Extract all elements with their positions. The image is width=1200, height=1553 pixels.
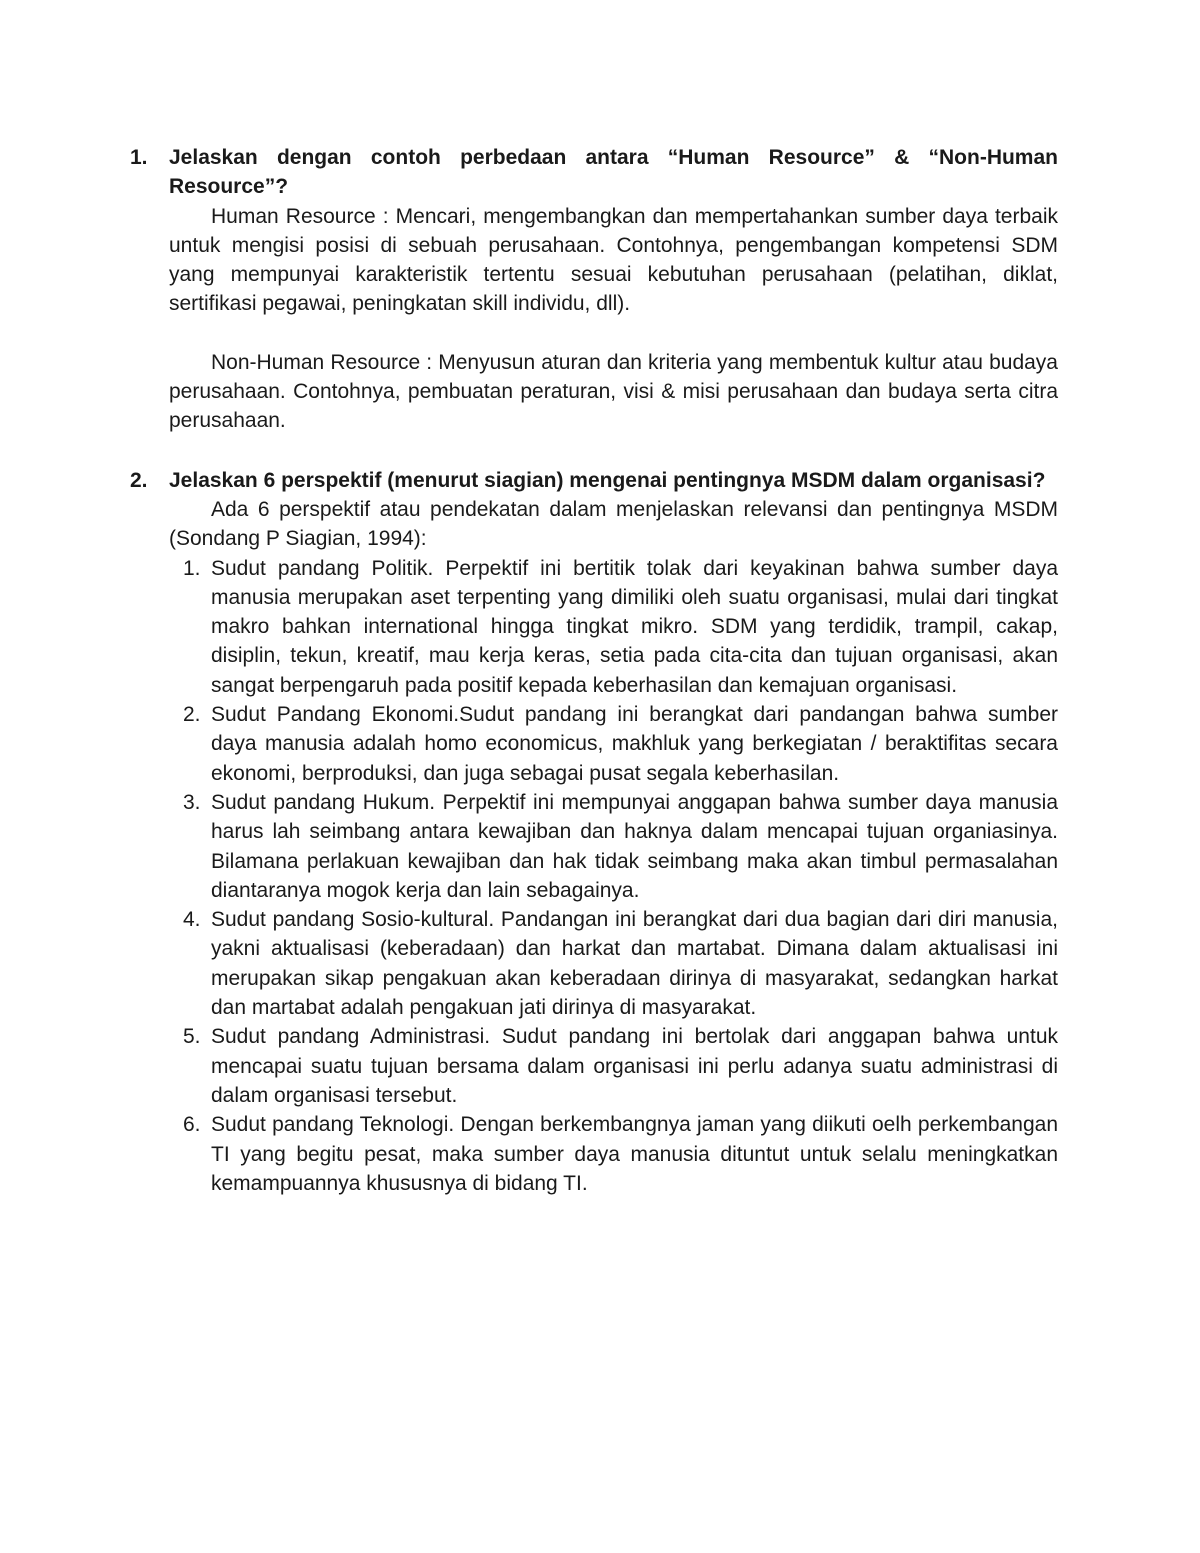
list-item-text: Sudut pandang Sosio-kultural. Pandangan ini berangkat dari dua bagian dari diri manusia, yakni aktualisasi (keberadaan) dan harkat dan martabat. Dimana dalam aktualisasi ini merupakan sikap pengakuan akan keberadaan dirinya di masyarakat, sedangkan harkat dan martabat adalah pengakuan jati dirinya di masyarakat.: [211, 908, 1058, 1020]
list-item-text: Sudut Pandang Ekonomi.Sudut pandang ini berangkat dari pandangan bahwa sumber daya manusia adalah homo economicus, makhluk yang berkegiatan / beraktifitas secara ekonomi, berproduksi, dan juga sebagai pusat segala keberhasilan.: [211, 703, 1058, 785]
list-item: [169, 905, 1058, 1022]
list-item-number: 3.: [183, 790, 201, 814]
question-1: [130, 143, 1058, 436]
list-item: [169, 788, 1058, 905]
list-item-number: 6.: [183, 1113, 201, 1137]
question-title: Jelaskan dengan contoh perbedaan antara “Human Resource” & “Non-Human Resource”?: [169, 146, 1058, 199]
paragraph-spacer: [169, 319, 1058, 348]
list-item: [169, 1022, 1058, 1110]
list-item: [169, 700, 1058, 788]
answer-intro: Ada 6 perspektif atau pendekatan dalam menjelaskan relevansi dan pentingnya MSDM (Sondang P Siagian, 1994):: [169, 497, 1058, 551]
list-item-text: Sudut pandang Politik. Perpektif ini bertitik tolak dari keyakinan bahwa sumber daya manusia merupakan aset terpenting yang dimiliki oleh suatu organisasi, mulai dari tingkat makro bahkan international hingga tingkat mikro. SDM yang terdidik, trampil, cakap, disiplin, tekun, kreatif, mau kerja keras, setia pada cita-cita dan tujuan organisasi, akan sangat berpengaruh pada positif kepada keberhasilan dan kemajuan organisasi.: [211, 556, 1058, 697]
answer-paragraph-human-resource: Human Resource : Mencari, mengembangkan dan mempertahankan sumber daya terbaik untuk mengisi posisi di sebuah perusahaan. Contohnya, pengembangan kompetensi SDM yang mempunyai karakteristik tertentu sesuai kebutuhan perusahaan (pelatihan, diklat, sertifikasi pegawai, peningkatan skill individu, dll).: [169, 204, 1058, 316]
list-item: [169, 1110, 1058, 1198]
list-item-number: 2.: [183, 703, 201, 727]
list-item-number: 5.: [183, 1025, 201, 1049]
question-2: [130, 466, 1058, 1198]
list-item-text: Sudut pandang Hukum. Perpektif ini mempunyai anggapan bahwa sumber daya manusia harus lah seimbang antara kewajiban dan haknya dalam mencapai tujuan organiasinya. Bilamana perlakuan kewajiban dan hak tidak seimbang maka akan timbul permasalahan diantaranya mogok kerja dan lain sebagainya.: [211, 790, 1058, 902]
perspective-list: [169, 554, 1058, 1199]
question-spacer: [130, 436, 1058, 466]
document-body: [130, 143, 1058, 1198]
list-item-number: 4.: [183, 908, 201, 932]
question-number: 1.: [130, 146, 148, 169]
question-title: Jelaskan 6 perspektif (menurut siagian) mengenai pentingnya MSDM dalam organisasi?: [169, 468, 1046, 492]
question-number: 2.: [130, 468, 148, 492]
list-item-number: 1.: [183, 556, 201, 580]
answer-paragraph-non-human-resource: Non-Human Resource : Menyusun aturan dan kriteria yang membentuk kultur atau budaya perusahaan. Contohnya, pembuatan peraturan, visi & misi perusahaan dan budaya serta citra perusahaan.: [169, 350, 1058, 433]
list-item-text: Sudut pandang Teknologi. Dengan berkembangnya jaman yang diikuti oelh perkembangan TI yang begitu pesat, maka sumber daya manusia dituntut untuk selalu meningkatkan kemampuannya khususnya di bidang TI.: [211, 1113, 1058, 1195]
list-item: [169, 554, 1058, 700]
list-item-text: Sudut pandang Administrasi. Sudut pandang ini bertolak dari anggapan bahwa untuk mencapai suatu tujuan bersama dalam organisasi ini perlu adanya suatu administrasi di dalam organisasi tersebut.: [211, 1025, 1058, 1107]
